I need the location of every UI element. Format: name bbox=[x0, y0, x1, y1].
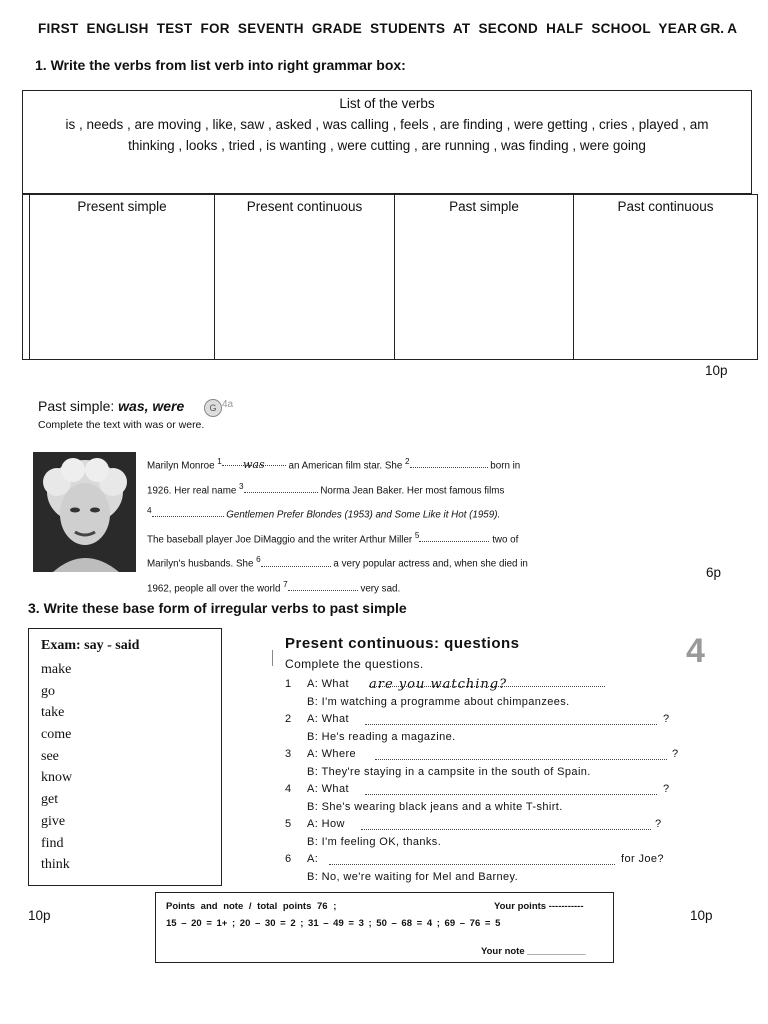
question-a bbox=[285, 781, 705, 799]
question-end: ? bbox=[672, 748, 679, 760]
irregular-verbs-box bbox=[28, 628, 222, 886]
question-text: A: bbox=[307, 853, 319, 865]
text-segment: two of bbox=[489, 533, 519, 545]
text-segment: born in bbox=[487, 460, 521, 472]
list-item: take bbox=[41, 705, 65, 721]
text-segment: Norma Jean Baker. Her most famous films bbox=[317, 484, 505, 496]
question-a bbox=[285, 676, 705, 694]
question-number: 5 bbox=[285, 818, 292, 830]
task1-points: 10p bbox=[705, 363, 728, 378]
list-item: make bbox=[41, 662, 72, 677]
verb-list-title: List of the verbs bbox=[339, 96, 435, 111]
task4-heading: Present continuous: questions bbox=[285, 635, 520, 652]
gap-number: 4 bbox=[147, 506, 152, 516]
score-box bbox=[155, 892, 614, 963]
text-line-4 bbox=[147, 526, 557, 551]
question-text: A: What bbox=[307, 783, 349, 795]
text-segment: The baseball player Joe DiMaggio and the writer Arthur Miller bbox=[147, 533, 415, 545]
list-item: come bbox=[41, 727, 72, 743]
answer-text: B: I'm watching a programme about chimpanzees. bbox=[307, 695, 570, 708]
text-line-1 bbox=[147, 452, 557, 477]
task2-heading-plain: Past simple: bbox=[38, 398, 119, 414]
grammar-box-table bbox=[22, 194, 758, 360]
gap-number: 6 bbox=[256, 555, 261, 565]
column-past-simple[interactable]: Past simple bbox=[395, 195, 574, 359]
question-a bbox=[285, 746, 705, 764]
answer-3[interactable] bbox=[375, 749, 667, 760]
question-a bbox=[285, 816, 705, 834]
answer-b bbox=[285, 729, 705, 747]
question-end: ? bbox=[663, 713, 670, 725]
question-end: ? bbox=[663, 783, 670, 795]
gap-6[interactable] bbox=[261, 556, 331, 567]
text-line-6 bbox=[147, 575, 557, 600]
task2-instruction: Complete the text with was or were. bbox=[38, 419, 205, 431]
answer-6[interactable] bbox=[329, 854, 615, 865]
task2-heading-italic: was, were bbox=[118, 398, 185, 414]
question-text: A: How bbox=[307, 818, 345, 830]
answer-2[interactable] bbox=[365, 714, 657, 725]
answer-text: B: They're staying in a campsite in the south of Spain. bbox=[307, 765, 591, 778]
test-title: FIRST ENGLISH TEST FOR SEVENTH GRADE STUDENTS AT SECOND HALF SCHOOL YEAR bbox=[38, 21, 698, 36]
question-end: ? bbox=[655, 818, 662, 830]
your-note[interactable]: Your note ___________ bbox=[481, 946, 586, 957]
text-segment: very sad. bbox=[357, 583, 401, 595]
question-text: A: What bbox=[307, 713, 349, 725]
gap-4[interactable] bbox=[152, 506, 224, 517]
gap-number: 1 bbox=[217, 457, 222, 466]
gap-2[interactable] bbox=[410, 457, 488, 468]
answer-b bbox=[285, 694, 705, 712]
irregular-verbs-list bbox=[41, 659, 72, 876]
gap-7[interactable] bbox=[288, 580, 358, 591]
gap-number: 3 bbox=[239, 481, 244, 491]
questions-list bbox=[285, 676, 705, 886]
column-present-continuous[interactable]: Present continuous bbox=[215, 195, 395, 359]
list-item: think bbox=[41, 857, 70, 873]
question-number: 1 bbox=[285, 678, 292, 690]
answer-b bbox=[285, 764, 705, 782]
gap-number: 7 bbox=[283, 579, 288, 589]
question-number: 4 bbox=[285, 783, 292, 795]
question-number: 3 bbox=[285, 748, 292, 760]
task3-heading: 3. Write these base form of irregular verbs to past simple bbox=[28, 600, 407, 616]
points-label: Points and note / total points 76 ; bbox=[166, 901, 337, 912]
task4-points: 10p bbox=[690, 908, 713, 923]
question-number: 2 bbox=[285, 713, 292, 725]
task3-points: 10p bbox=[28, 908, 51, 923]
verb-list-line-2: thinking , looks , tried , is wanting , were cutting , are running , was finding , were going bbox=[128, 138, 646, 153]
list-item: know bbox=[41, 770, 73, 786]
verb-list-line-1: is , needs , are moving , like, saw , asked , was calling , feels , are finding , were getting , cries , played , am bbox=[65, 117, 709, 132]
answer-b bbox=[285, 799, 705, 817]
text-line-3 bbox=[147, 501, 557, 526]
answer-5[interactable] bbox=[361, 819, 651, 830]
text-segment: 1926. Her real name bbox=[147, 484, 240, 496]
text-segment: Gentlemen Prefer Blondes (1953) and Some Like it Hot (1959). bbox=[223, 509, 501, 521]
answer-text: B: He's reading a magazine. bbox=[307, 730, 456, 743]
gap-3[interactable] bbox=[244, 482, 318, 493]
text-segment: a very popular actress and, when she died in bbox=[330, 558, 528, 570]
grade-scale: 15 – 20 = 1+ ; 20 – 30 = 2 ; 31 – 49 = 3 ; 50 – 68 = 4 ; 69 – 76 = 5 bbox=[166, 918, 501, 929]
text-segment: 1962, people all over the world bbox=[147, 583, 284, 595]
divider bbox=[272, 650, 273, 666]
answer-b bbox=[285, 869, 705, 887]
grammar-reference: 4a bbox=[222, 399, 234, 410]
column-present-simple[interactable]: Present simple bbox=[30, 195, 215, 359]
column-past-continuous[interactable]: Past continuous bbox=[617, 199, 714, 214]
grammar-reference-icon: G bbox=[204, 399, 222, 417]
answer-text: B: No, we're waiting for Mel and Barney. bbox=[307, 870, 519, 883]
list-item: give bbox=[41, 813, 66, 829]
question-a bbox=[285, 711, 705, 729]
answer-text: B: I'm feeling OK, thanks. bbox=[307, 835, 442, 848]
your-points[interactable]: Your points ----------- bbox=[494, 901, 584, 912]
list-item: get bbox=[41, 792, 59, 808]
answer-4[interactable] bbox=[365, 784, 657, 795]
task4-number: 4 bbox=[686, 632, 705, 670]
list-item: go bbox=[41, 683, 55, 699]
text-segment: Marilyn Monroe bbox=[147, 460, 218, 472]
text-segment: an American film star. She bbox=[285, 460, 406, 472]
list-item: see bbox=[41, 748, 59, 764]
gap-number: 5 bbox=[414, 530, 420, 540]
question-text: A: What bbox=[307, 678, 349, 690]
question-end: for Joe? bbox=[621, 853, 664, 865]
task2-heading bbox=[38, 398, 184, 414]
text-segment: Marilyn's husbands. She bbox=[147, 558, 257, 570]
marilyn-text bbox=[147, 452, 557, 599]
group-label: GR. A bbox=[700, 21, 737, 36]
gap-5[interactable] bbox=[419, 531, 489, 542]
answer-text: B: She's wearing black jeans and a white T-shirt. bbox=[307, 800, 563, 813]
task4-instruction: Complete the questions. bbox=[285, 657, 424, 671]
question-text: A: Where bbox=[307, 748, 357, 760]
task2-points: 6p bbox=[706, 565, 722, 580]
answer-b bbox=[285, 834, 705, 852]
portrait-photo bbox=[33, 452, 136, 572]
gap-number: 2 bbox=[405, 457, 410, 466]
example-line: Exam: say - said bbox=[41, 638, 140, 653]
gap-1-filled[interactable]: was bbox=[222, 455, 286, 466]
answer-1-filled[interactable]: are you watching? bbox=[369, 676, 605, 687]
list-item: find bbox=[41, 835, 64, 851]
verb-list-box bbox=[22, 90, 752, 194]
task1-heading: 1. Write the verbs from list verb into right grammar box: bbox=[35, 57, 406, 73]
question-a bbox=[285, 851, 705, 869]
text-line-2 bbox=[147, 477, 557, 502]
text-line-5 bbox=[147, 550, 557, 575]
question-number: 6 bbox=[285, 853, 292, 865]
